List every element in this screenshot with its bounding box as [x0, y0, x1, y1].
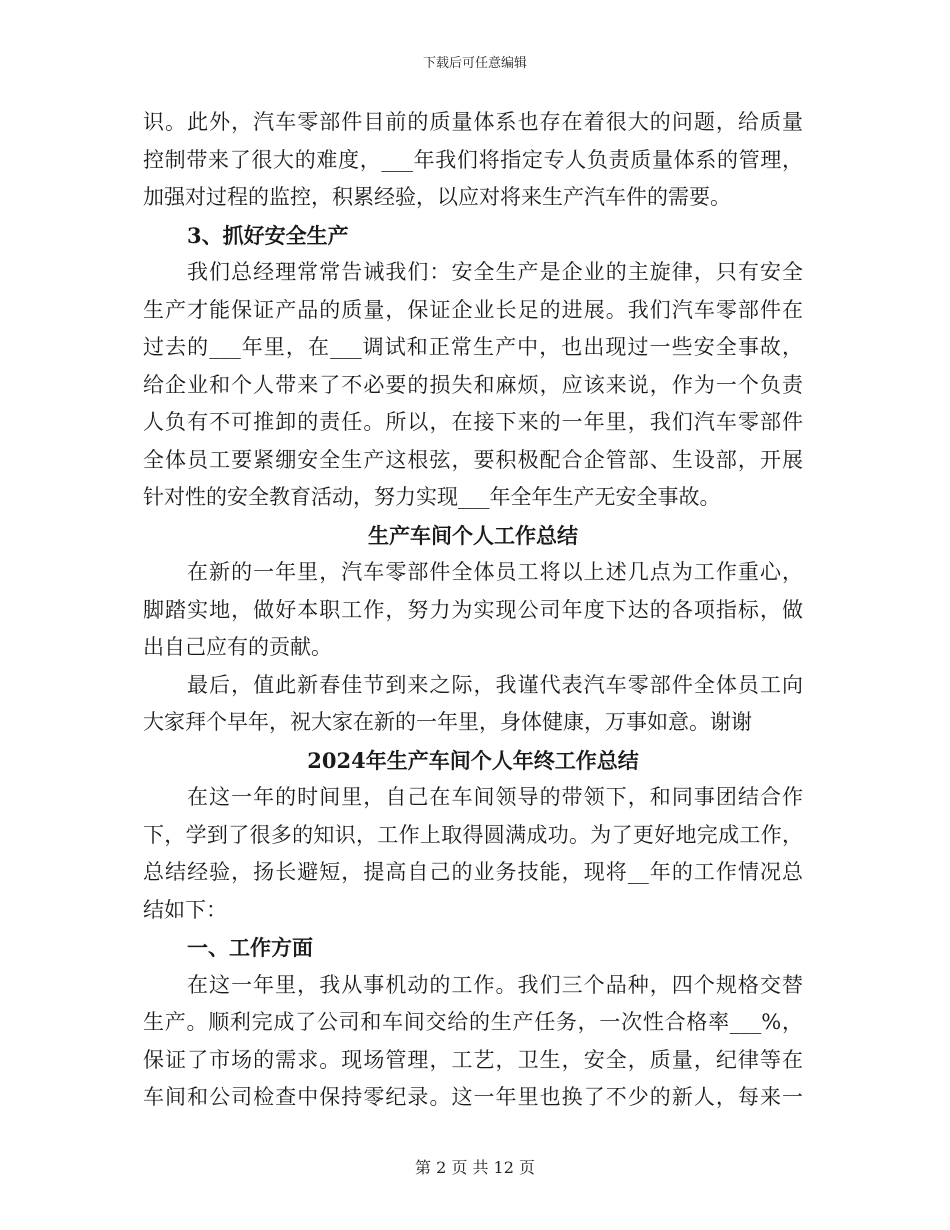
document-body [143, 104, 803, 1117]
paragraph-line: 在这一年的时间里，自己在车间领导的带领下，和同事团结合作 [187, 785, 803, 809]
title-heading: 2024年生产车间个人年终工作总结 [307, 747, 639, 773]
paragraph-line: 人负有不可推卸的责任。所以，在接下来的一年里，我们汽车零部件 [143, 410, 803, 434]
paragraph-line: 生产才能保证产品的质量，保证企业长足的进展。我们汽车零部件在 [143, 297, 803, 322]
section-heading: 一、工作方面 [187, 935, 313, 960]
paragraph-line: 出自己应有的贡献。 [143, 635, 332, 659]
paragraph-line: 加强对过程的监控，积累经验，以应对将来生产汽车件的需要。 [143, 185, 731, 209]
paragraph-line: 给企业和个人带来了不必要的损失和麻烦，应该来说，作为一个负责 [143, 372, 803, 397]
paragraph-line: 过去的___年里，在___调试和正常生产中，也出现过一些安全事故， [143, 335, 803, 359]
paragraph-line: 针对性的安全教育活动，努力实现___年全年生产无安全事故。 [143, 485, 721, 509]
paragraph-line: 车间和公司检查中保持零纪录。这一年里也换了不少的新人，每来一 [143, 1085, 803, 1109]
paragraph-line: 下，学到了很多的知识，工作上取得圆满成功。为了更好地完成工作， [143, 822, 803, 847]
page-header-note: 下载后可任意编辑 [422, 56, 527, 71]
paragraph-line: 我们总经理常常告诫我们：安全生产是企业的主旋律，只有安全 [187, 260, 803, 284]
paragraph-line: 生产。顺利完成了公司和车间交给的生产任务，一次性合格率___%， [143, 1010, 803, 1034]
paragraph-line: 全体员工要紧绷安全生产这根弦，要积极配合企管部、生设部，开展 [143, 447, 803, 472]
paragraph-line: 总结经验，扬长避短，提高自己的业务技能，现将__年的工作情况总 [143, 860, 803, 884]
paragraph-line: 识。此外，汽车零部件目前的质量体系也存在着很大的问题，给质量 [143, 110, 803, 134]
title-heading: 生产车间个人工作总结 [368, 522, 578, 548]
section-heading: 3、抓好安全生产 [187, 222, 349, 248]
paragraph-line: 脚踏实地，做好本职工作，努力为实现公司年度下达的各项指标，做 [143, 597, 803, 622]
paragraph-line: 在新的一年里，汽车零部件全体员工将以上述几点为工作重心， [187, 560, 803, 584]
paragraph-line: 最后，值此新春佳节到来之际，我谨代表汽车零部件全体员工向 [187, 672, 803, 697]
page-number: 第 2 页 共 12 页 [415, 1158, 535, 1177]
paragraph-line: 在这一年里，我从事机动的工作。我们三个品种，四个规格交替 [187, 972, 803, 997]
paragraph-line: 结如下： [143, 897, 227, 922]
paragraph-line: 保证了市场的需求。现场管理，工艺，卫生，安全，质量，纪律等在 [143, 1047, 803, 1072]
paragraph-line: 控制带来了很大的难度，___年我们将指定专人负责质量体系的管理， [143, 147, 803, 172]
paragraph-line: 大家拜个早年，祝大家在新的一年里，身体健康，万事如意。谢谢 [143, 710, 752, 734]
